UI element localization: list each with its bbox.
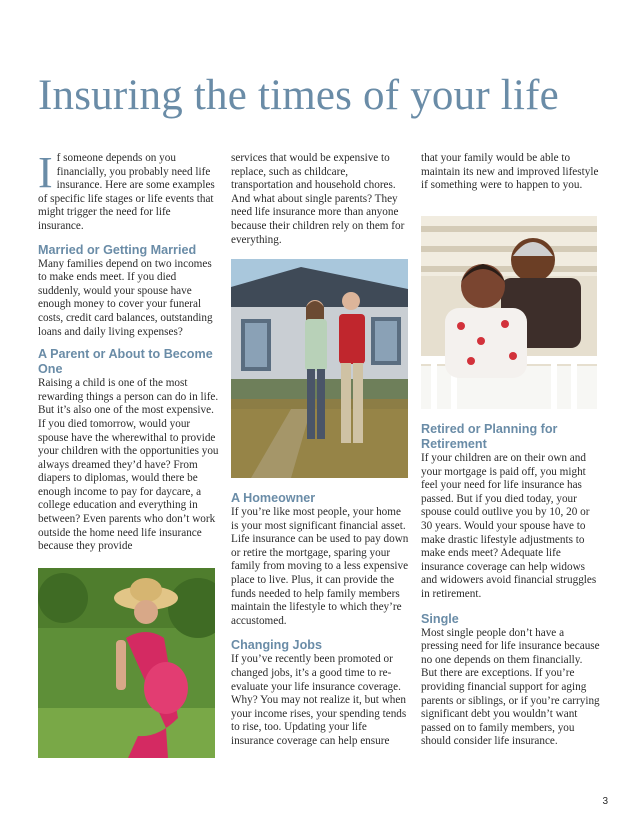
column-2-lower [231, 491, 409, 749]
heading-changing-jobs: Changing Jobs [231, 638, 322, 653]
photo-pregnant-woman [38, 568, 215, 758]
body-retired: If your children are on their own and your mortgage is paid off, you might feel your need for life insurance has passed. But if you died today, your spouse could outlive you by 10, 20 or 30 years. Would your spouse have to make drastic lifestyle adjustments to make ends meet? Adequate life insurance coverage can help widows and widowers avoid financial struggles in retirement. [421, 452, 597, 600]
column-2 [231, 152, 409, 247]
body-homeowner: If you’re like most people, your home is your most significant financial asset. Life insurance can be used to pay down or retire the mortgage, sparing your family from moving to a less expensive place to live. Plus, it can provide the funds needed to help family members maintain the lifestyle to which they’re accustomed. [231, 506, 409, 627]
body-changing-jobs: If you’ve recently been promoted or changed jobs, it’s a good time to re-evaluate your life insurance coverage. Why? You may not realize it, but when your income rises, your spending tends to rise, too. Updating your life insurance coverage can help ensure [231, 653, 407, 747]
column-3-continued-text: that your family would be able to maintain its new and improved lifestyle if something were to happen to you. [421, 152, 599, 192]
heading-single: Single [421, 611, 459, 626]
heading-married: Married or Getting Married [38, 242, 197, 257]
body-married: Many families depend on two incomes to make ends meet. If you died suddenly, would your spouse have enough money to cover your funeral costs, credit card balances, outstanding loans and daily living expenses? [38, 257, 213, 338]
drop-cap: I [38, 148, 53, 197]
intro-paragraph [38, 148, 219, 234]
photo-couple-house [231, 259, 408, 478]
page-number: 3 [602, 796, 608, 807]
body-parent: Raising a child is one of the most rewarding things a person can do in life. But it’s also one of the most expensive. If you died tomorrow, would your spouse have the wherewithal to provide your children with the opportunities you always dreamed they’d have? From diapers to diplomas, would there be enough income to pay for daycare, a college education and everything in between? Even parents who don’t work outside the home need life insurance because they provide [38, 377, 219, 553]
body-single: Most single people don’t have a pressing need for life insurance because no one depends on them financially. But there are exceptions. If you’re providing financial support for aging parents or siblings, or if you’re carrying significant debt you wouldn’t want passed on to family members, you should consider life insurance. [421, 626, 600, 748]
heading-retired: Retired or Planning for Retirement [421, 422, 558, 451]
column-3-lower [421, 422, 601, 749]
pregnant-woman-image [38, 568, 215, 758]
heading-parent: A Parent or About to Become One [38, 347, 213, 377]
page-title: Insuring the times of your life [38, 72, 559, 119]
column-2-continued-text: services that would be expensive to replace, such as childcare, transportation and household chores. And what about single parents? They need life insurance more than anyone because their children rely on them for everything. [231, 152, 405, 246]
photo-older-couple [421, 216, 597, 409]
column-1 [38, 148, 219, 554]
heading-homeowner: A Homeowner [231, 491, 316, 505]
older-couple-image [421, 216, 597, 409]
couple-house-image [231, 259, 408, 478]
column-3 [421, 152, 601, 193]
intro-text: f someone depends on you financially, you probably need life insurance. Here are some examples of specific life stages or life events that might trigger the need for life insurance. [38, 152, 215, 232]
